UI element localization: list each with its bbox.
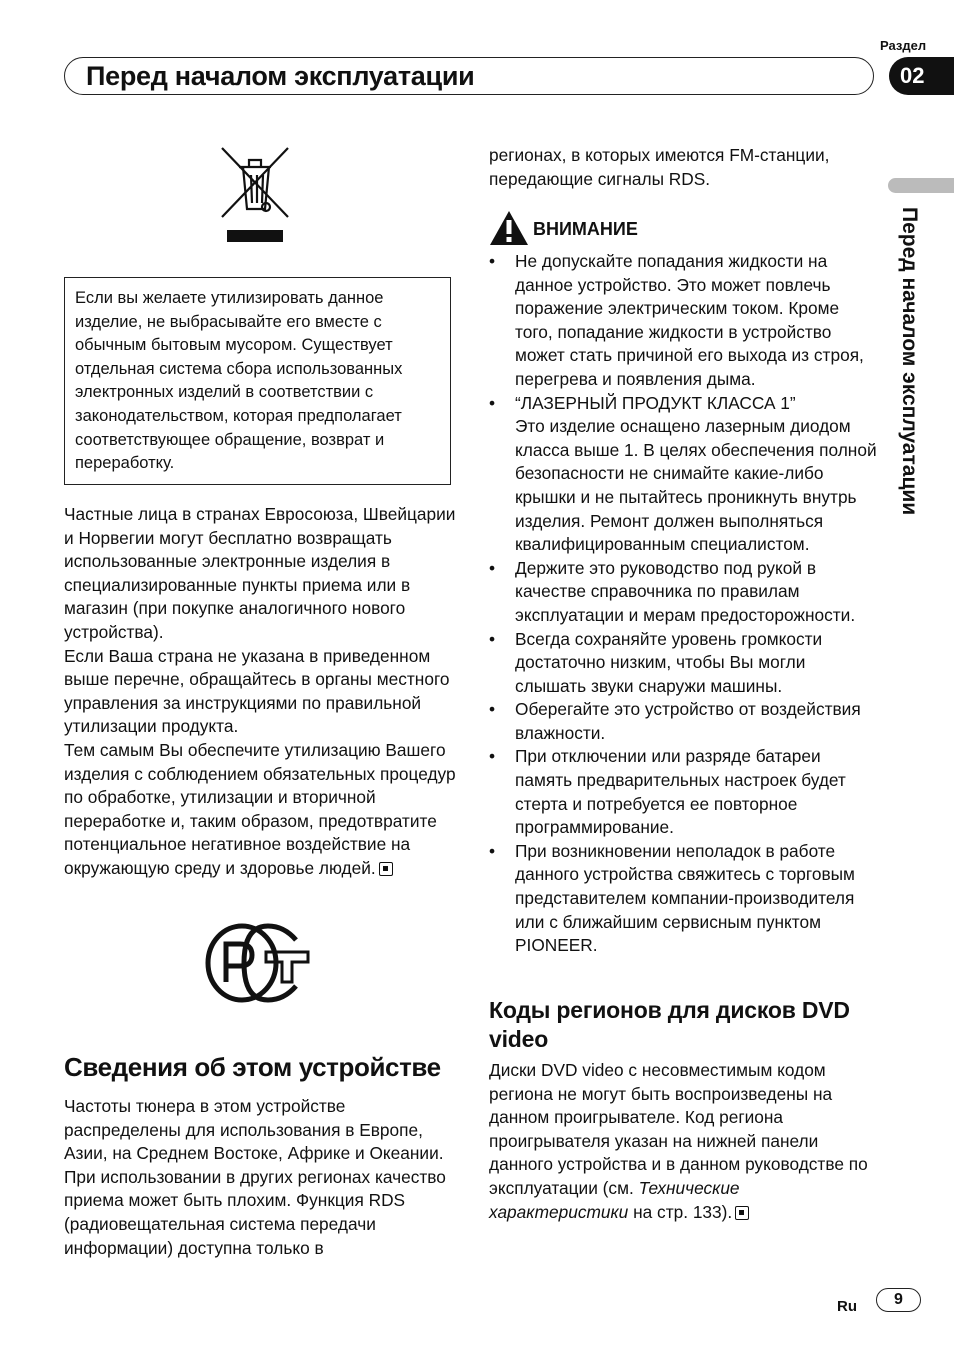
disposal-notice-text: Если вы желаете утилизировать данное изделие, не выбрасывайте его вместе с обычным бытовым мусором. Существует отдельная система сбора использованных электронных изделий в соответствии с законодательством, которая предполагает соответствующее обращение, возврат и переработку.: [75, 289, 403, 473]
disposal-paragraph-2: Если Ваша страна не указана в приведенном выше перечне, обращайтесь в органы местного управления за инструкциями по правильной утилизации продукта.: [64, 645, 450, 737]
dvd-region-body: Диски DVD video с несовместимым кодом региона не могут быть воспроизведены на данном проигрывателе. Код региона проигрывателя указан на нижней панели данного устройства и в данном руководстве по эксплуатации (см.: [489, 1060, 868, 1198]
dvd-region-text: [489, 1059, 879, 1224]
section-heading-dvd-regions: Коды регионов для дисков DVD video: [489, 997, 850, 1052]
dvd-region-page-ref: на стр. 133).: [633, 1201, 733, 1222]
rds-continuation-text: регионах, в которых имеются FM-станции, передающие сигналы RDS.: [489, 145, 830, 189]
laser-class-title: “ЛАЗЕРНЫЙ ПРОДУКТ КЛАССА 1”: [515, 392, 796, 413]
disposal-notice-box: [64, 277, 451, 485]
page-title: Перед началом эксплуатации: [86, 61, 475, 91]
end-of-section-icon: [379, 862, 393, 876]
end-of-section-icon: [735, 1206, 749, 1220]
section-label: Раздел: [880, 38, 927, 53]
warning-list: [489, 250, 879, 958]
side-section-title: Перед началом эксплуатации: [898, 207, 921, 516]
list-item: [489, 392, 879, 557]
list-item: • Оберегайте это устройство от воздействия влажности.: [489, 698, 879, 745]
page-number: 9: [876, 1288, 921, 1312]
disposal-info: [64, 503, 456, 881]
disposal-paragraph-3-text: Тем самым Вы обеспечите утилизацию Вашего изделия с соблюдением обязательных процедур по обработке, утилизации и вторичной переработке и, таким образом, предотвратите потенциальное негативное воздействие на окружающую среду и здоровье людей.: [64, 739, 456, 878]
rst-certification-mark-icon: [204, 922, 312, 1004]
disposal-paragraph-3: [64, 739, 456, 881]
list-item: • Держите это руководство под рукой в качестве справочника по правилам эксплуатации и мерам предосторожности.: [489, 557, 879, 628]
list-item: • При отключении или разряде батареи память предварительных настроек будет стерта и потребуется ее повторное программирование.: [489, 745, 879, 839]
warning-title: ВНИМАНИЕ: [533, 219, 638, 239]
language-label: Ru: [837, 1298, 857, 1315]
warning-triangle-icon: [489, 210, 529, 246]
list-item: • Всегда сохраняйте уровень громкости достаточно низким, чтобы Вы могли слышать звуки снаружи машины.: [489, 628, 879, 699]
section-number-badge: 02: [889, 57, 954, 95]
list-item: • Не допускайте попадания жидкости на данное устройство. Это может повлечь поражение электрическим током. Кроме того, попадание жидкости в устройство может стать причиной его выхода из строя, перегрева и появления дыма.: [489, 250, 879, 392]
crossed-out-wheeled-bin-icon: [219, 145, 291, 245]
laser-class-detail: Это изделие оснащено лазерным диодом класса выше 1. В целях обеспечения полной безопасности не снимайте какие-либо крышки и не пытайтесь проникнуть внутрь изделия. Ремонт должен выполняться квалифицированным специалистом.: [515, 416, 877, 555]
specs-reference-link[interactable]: Технические характеристики: [489, 1177, 740, 1222]
list-item: • При возникновении неполадок в работе данного устройства свяжитесь с торговым представителем компании-производителя или с ближайшим сервисным пунктом PIONEER.: [489, 840, 879, 958]
side-tab-marker: [888, 178, 954, 193]
disposal-paragraph-1: Частные лица в странах Евросоюза, Швейцарии и Норвегии могут бесплатно возвращать использованные электронные изделия в специализированные пункты приема или в магазин (при покупке аналогичного нового устройства).: [64, 504, 456, 642]
section-heading-device-info: Сведения об этом устройстве: [64, 1052, 441, 1082]
device-info-text: Частоты тюнера в этом устройстве распределены для использования в Европе, Азии, на Среднем Востоке, Африке и Океании. При использовании в других регионах качество приема может быть плохим. Функция RDS (радиовещательная система передачи информации) доступна только в: [64, 1096, 446, 1258]
